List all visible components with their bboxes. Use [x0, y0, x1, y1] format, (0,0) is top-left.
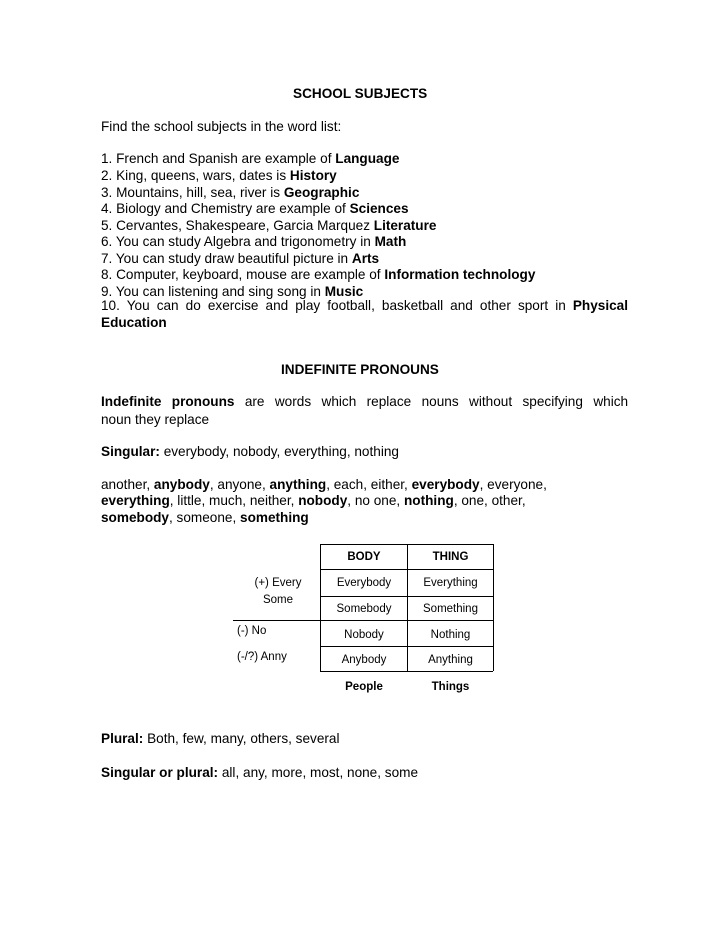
subject-item-6 — [101, 233, 406, 250]
item10-word: play — [295, 298, 321, 313]
table-line — [320, 671, 493, 672]
row-label-no: (-) No — [237, 625, 267, 637]
table-footer-people: People — [345, 681, 383, 693]
table-line — [233, 620, 493, 621]
subject-item-text: 3. Mountains, hill, sea, river is — [101, 185, 284, 200]
subject-item-text: 2. King, queens, wars, dates is — [101, 168, 290, 183]
item10-word: other — [479, 298, 511, 313]
item10-word: can — [156, 298, 179, 313]
subject-item-answer: Geographic — [283, 185, 360, 200]
pronoun-text: , each, either, — [326, 477, 412, 492]
subject-item-5 — [101, 217, 436, 234]
plural-line — [101, 730, 340, 747]
pronoun-bold: nothing — [403, 493, 454, 508]
definition-word: which — [593, 394, 629, 409]
pronoun-bold: something — [240, 510, 309, 525]
item10-word: in — [555, 298, 566, 313]
subject-item-answer: Arts — [351, 251, 380, 266]
subject-item-answer: History — [289, 168, 337, 183]
definition-word: specifying — [522, 394, 583, 409]
subject-item-4 — [101, 200, 409, 217]
table-header-body: BODY — [347, 551, 381, 563]
pronoun-text: , one, other, — [453, 493, 526, 508]
definition-line-1 — [101, 393, 628, 410]
table-line — [493, 544, 494, 671]
item10-word: football, — [327, 298, 375, 313]
pronoun-bold: everything — [101, 493, 170, 508]
pronoun-list-line-1 — [101, 476, 547, 493]
subject-item-8 — [101, 266, 535, 283]
pronoun-text: , no one, — [347, 493, 404, 508]
definition-word: words — [274, 394, 312, 409]
subject-item-answer: Math — [374, 234, 407, 249]
instruction-text: Find the school subjects in the word list: — [101, 119, 342, 134]
subject-item-text: 5. Cervantes, Shakespeare, Garcia Marquez — [101, 218, 374, 233]
singular-line — [101, 443, 399, 460]
pronoun-bold: anybody — [153, 477, 210, 492]
subject-item-3 — [101, 184, 359, 201]
pronoun-text: , someone, — [168, 510, 241, 525]
singular-label: Singular: — [101, 444, 160, 459]
table-cell: Anything — [428, 654, 473, 666]
subject-item-7 — [101, 250, 379, 267]
row-label-any: (-/?) Anny — [237, 651, 287, 663]
row-label-some: Some — [262, 594, 294, 606]
subject-item-answer: Literature — [373, 218, 437, 233]
item10-word: and — [450, 298, 473, 313]
indefinite-pronouns-title: INDEFINITE PRONOUNS — [281, 362, 439, 377]
subject-item-2 — [101, 167, 337, 184]
pronoun-bold: everybody — [411, 477, 480, 492]
singular-or-plural-label: Singular or plural: — [101, 765, 219, 780]
pronoun-bold: nobody — [298, 493, 348, 508]
pronoun-bold: anything — [269, 477, 327, 492]
definition-word: replace — [366, 394, 412, 409]
subject-item-10 — [101, 297, 628, 314]
definition-word: without — [469, 394, 513, 409]
item10-answer: Physical — [572, 298, 629, 313]
subject-item-answer: Sciences — [349, 201, 409, 216]
table-cell: Everything — [423, 577, 478, 589]
item10-word: exercise — [207, 298, 259, 313]
singular-or-plural-line — [101, 764, 418, 781]
pronoun-text: , everyone, — [479, 477, 547, 492]
item10-word: You — [126, 298, 150, 313]
table-cell: Anybody — [341, 654, 387, 666]
row-label-every: (+) Every — [254, 577, 302, 589]
plural-label: Plural: — [101, 731, 144, 746]
subject-item-answer: Information technology — [384, 267, 536, 282]
subject-item-text: 1. French and Spanish are example of — [101, 151, 336, 166]
subject-item-text: 6. You can study Algebra and trigonometry in — [101, 234, 375, 249]
definition-word: which — [321, 394, 357, 409]
table-cell: Nobody — [344, 629, 384, 641]
item10-word: basketball — [381, 298, 444, 313]
subject-item-text: 7. You can study draw beautiful picture in — [101, 251, 352, 266]
table-cell: Somebody — [336, 603, 392, 615]
plural-text: Both, few, many, others, several — [143, 731, 340, 746]
subject-item-1 — [101, 150, 399, 167]
definition-word: nouns — [421, 394, 459, 409]
item10-word: sport — [517, 298, 549, 313]
item10-word: 10. — [101, 298, 120, 313]
pronoun-list-line-2 — [101, 492, 526, 509]
pronoun-text: , anyone, — [209, 477, 270, 492]
definition-term: Indefinite pronouns — [101, 394, 235, 409]
subject-item-text: 4. Biology and Chemistry are example of — [101, 201, 350, 216]
definition-word: are — [244, 394, 265, 409]
subject-item-10-answer-cont: Education — [101, 315, 167, 330]
table-footer-things: Things — [431, 681, 470, 693]
singular-or-plural-text: all, any, more, most, none, some — [218, 765, 419, 780]
school-subjects-title: SCHOOL SUBJECTS — [293, 86, 428, 101]
pronoun-list-line-3 — [101, 509, 309, 526]
pronoun-text: , little, much, neither, — [169, 493, 299, 508]
table-header-thing: THING — [432, 551, 469, 563]
subject-item-text: 9. You can listening and sing song in — [101, 284, 325, 299]
singular-text: everybody, nobody, everything, nothing — [159, 444, 399, 459]
pronoun-text: another, — [101, 477, 154, 492]
subject-item-answer: Music — [324, 284, 364, 299]
item10-word: do — [185, 298, 201, 313]
pronoun-bold: somebody — [101, 510, 169, 525]
table-cell: Something — [423, 603, 478, 615]
table-cell: Nothing — [430, 629, 471, 641]
item10-word: and — [265, 298, 289, 313]
table-cell: Everybody — [336, 577, 392, 589]
definition-line-2: noun they replace — [101, 412, 210, 427]
subject-item-text: 8. Computer, keyboard, mouse are example of — [101, 267, 385, 282]
subject-item-answer: Language — [335, 151, 400, 166]
